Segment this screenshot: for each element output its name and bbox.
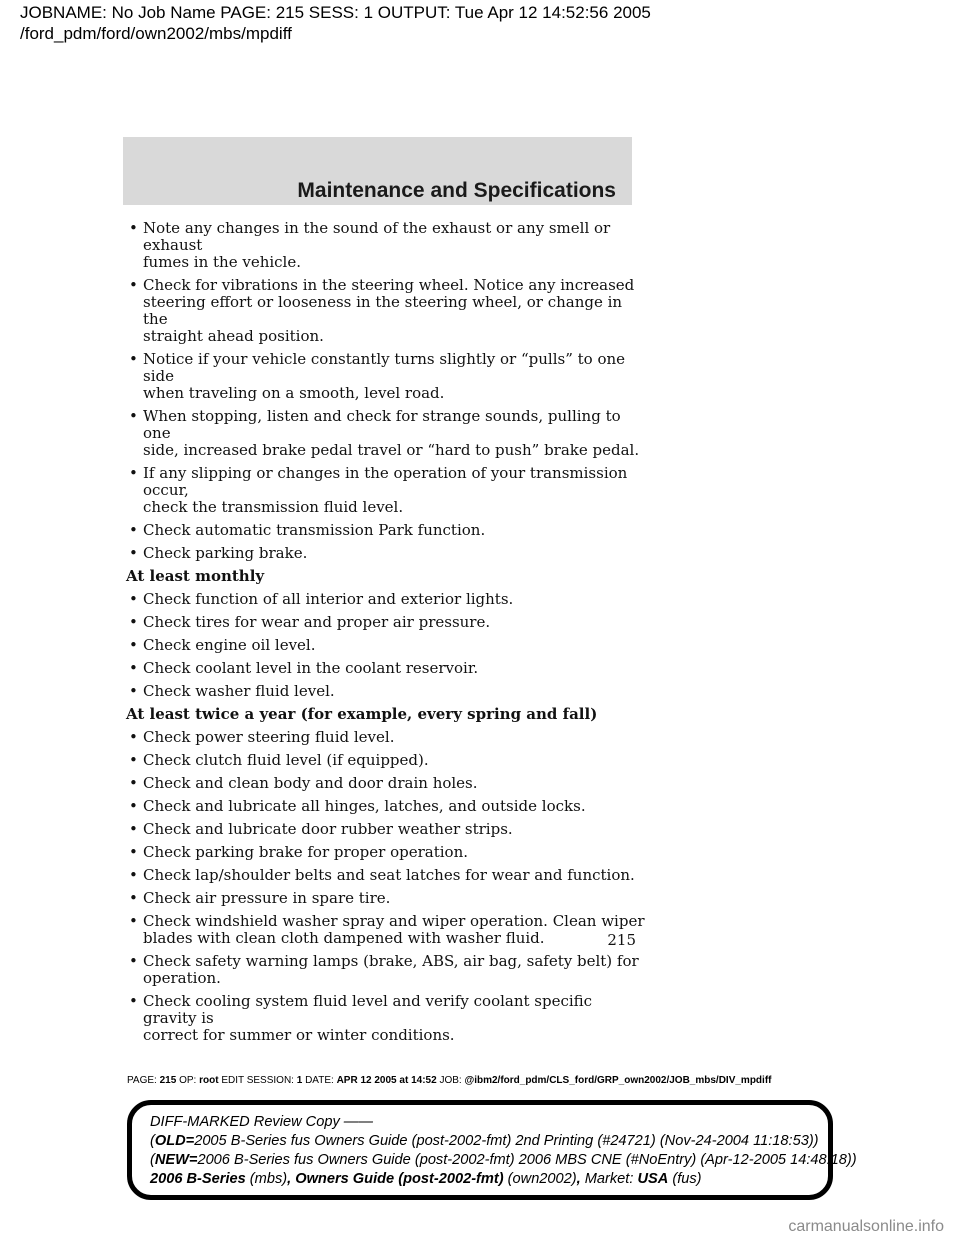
bullet-item xyxy=(126,351,646,402)
bullet-text: Notice if your vehicle constantly turns slightly or “pulls” to one side when traveling on a smooth, level road. xyxy=(143,350,626,402)
bullet-dot-icon: • xyxy=(129,590,138,608)
bullet-item xyxy=(126,545,646,562)
bullet-dot-icon: • xyxy=(129,912,138,930)
diff-old-line xyxy=(150,1132,828,1151)
footer-date-value: APR 12 2005 at 14:52 xyxy=(336,1075,437,1086)
diff-meta-line xyxy=(150,1170,828,1189)
bullet-dot-icon: • xyxy=(129,728,138,746)
diff-series-code: (mbs) xyxy=(245,1171,288,1187)
bullet-text: Check and lubricate door rubber weather strips. xyxy=(143,820,513,838)
bullet-item xyxy=(126,408,646,459)
bullet-text: Check windshield washer spray and wiper operation. Clean wiper blades with clean cloth dampened with washer fluid. xyxy=(143,912,645,947)
bullet-dot-icon: • xyxy=(129,992,138,1010)
footer-op-value: root xyxy=(199,1075,219,1086)
print-footer xyxy=(127,1075,771,1086)
bullet-item xyxy=(126,277,646,345)
diff-title: DIFF-MARKED Review Copy —— xyxy=(150,1114,373,1130)
diff-old-open: ( xyxy=(150,1133,155,1149)
bullet-text: Check washer fluid level. xyxy=(143,682,335,700)
bullet-dot-icon: • xyxy=(129,521,138,539)
bullet-item xyxy=(126,522,646,539)
bullet-text: Check tires for wear and proper air pressure. xyxy=(143,613,491,631)
bullet-item xyxy=(126,913,646,947)
diff-sep1: , xyxy=(287,1171,296,1187)
bullet-dot-icon: • xyxy=(129,636,138,654)
job-header-path: /ford_pdm/ford/own2002/mbs/mpdiff xyxy=(20,24,292,43)
bullet-text: Check air pressure in spare tire. xyxy=(143,889,391,907)
bullet-item xyxy=(126,798,646,815)
monthly-heading: At least monthly xyxy=(126,567,265,585)
footer-op-label: OP: xyxy=(179,1075,197,1086)
diff-market-label: Market: xyxy=(584,1171,638,1187)
bullet-item xyxy=(126,844,646,861)
bullet-item xyxy=(126,752,646,769)
diff-new-text: 2006 B-Series fus Owners Guide (post-2002-fmt) 2006 MBS CNE (#NoEntry) (Apr-12-2005 14:48:18)) xyxy=(197,1152,857,1168)
bullet-item xyxy=(126,775,646,792)
bullet-text: When stopping, listen and check for strange sounds, pulling to one side, increased brake pedal travel or “hard to push” brake pedal. xyxy=(143,407,640,459)
diff-series-name: 2006 B-Series xyxy=(150,1171,246,1187)
footer-page-label: PAGE: xyxy=(127,1075,157,1086)
footer-session-label: EDIT SESSION: xyxy=(221,1075,294,1086)
bullet-text: Check function of all interior and exterior lights. xyxy=(143,590,514,608)
bullet-dot-icon: • xyxy=(129,613,138,631)
diff-new-line xyxy=(150,1151,857,1170)
bullet-text: Check lap/shoulder belts and seat latches for wear and function. xyxy=(143,866,635,884)
bullet-text: Check cooling system fluid level and verify coolant specific gravity is correct for summer or winter conditions. xyxy=(143,992,593,1044)
bullet-item xyxy=(126,591,646,608)
bullet-text: Check engine oil level. xyxy=(143,636,316,654)
bullet-dot-icon: • xyxy=(129,682,138,700)
bullet-dot-icon: • xyxy=(129,659,138,677)
job-header xyxy=(20,2,651,44)
section-title: Maintenance and Specifications xyxy=(297,179,616,202)
bullet-dot-icon: • xyxy=(129,276,138,294)
bullet-dot-icon: • xyxy=(129,464,138,482)
bullet-dot-icon: • xyxy=(129,350,138,368)
bullet-text: Check for vibrations in the steering wheel. Notice any increased steering effort or looseness in the steering wheel, or change in the straight ahead position. xyxy=(143,276,635,345)
diff-new-open: ( xyxy=(150,1152,155,1168)
bullet-item xyxy=(126,953,646,987)
page-number: 215 xyxy=(607,931,636,949)
bullet-item xyxy=(126,729,646,746)
twice-yearly-heading: At least twice a year (for example, every spring and fall) xyxy=(126,705,598,723)
bullet-item xyxy=(126,683,646,700)
bullet-dot-icon: • xyxy=(129,952,138,970)
bullet-text: Check clutch fluid level (if equipped). xyxy=(143,751,429,769)
diff-old-text: 2005 B-Series fus Owners Guide (post-2002-fmt) 2nd Printing (#24721) (Nov-24-2004 11:18:53)) xyxy=(194,1133,819,1149)
bullet-item xyxy=(126,993,646,1044)
intro-list xyxy=(126,220,646,562)
bullet-dot-icon: • xyxy=(129,219,138,237)
bullet-item xyxy=(126,220,646,271)
job-header-line1: JOBNAME: No Job Name PAGE: 215 SESS: 1 OUTPUT: Tue Apr 12 14:52:56 2005 xyxy=(20,3,651,22)
bullet-text: If any slipping or changes in the operation of your transmission occur, check the transmission fluid level. xyxy=(143,464,628,516)
bullet-text: Check parking brake for proper operation. xyxy=(143,843,469,861)
page-content xyxy=(126,220,646,1050)
twice-yearly-list xyxy=(126,729,646,1044)
bullet-item xyxy=(126,821,646,838)
bullet-text: Check safety warning lamps (brake, ABS, air bag, safety belt) for operation. xyxy=(143,952,639,987)
footer-job-label: JOB: xyxy=(439,1075,462,1086)
bullet-item xyxy=(126,465,646,516)
bullet-dot-icon: • xyxy=(129,544,138,562)
footer-session-value: 1 xyxy=(296,1075,303,1086)
bullet-dot-icon: • xyxy=(129,407,138,425)
bullet-item xyxy=(126,637,646,654)
bullet-item xyxy=(126,614,646,631)
section-banner xyxy=(123,137,632,205)
diff-review-box xyxy=(127,1100,857,1200)
bullet-text: Check power steering fluid level. xyxy=(143,728,395,746)
bullet-text: Check automatic transmission Park function. xyxy=(143,521,486,539)
site-watermark: carmanualsonline.info xyxy=(788,1218,944,1235)
bullet-text: Check and lubricate all hinges, latches, and outside locks. xyxy=(143,797,586,815)
bullet-item xyxy=(126,890,646,907)
bullet-item xyxy=(126,660,646,677)
bullet-dot-icon: • xyxy=(129,866,138,884)
diff-sep2: , xyxy=(576,1171,585,1187)
bullet-text: Note any changes in the sound of the exhaust or any smell or exhaust fumes in the vehicle. xyxy=(143,219,611,271)
bullet-dot-icon: • xyxy=(129,889,138,907)
diff-guide-name: Owners Guide (post-2002-fmt) xyxy=(295,1171,504,1187)
bullet-text: Check coolant level in the coolant reservoir. xyxy=(143,659,479,677)
bullet-dot-icon: • xyxy=(129,820,138,838)
diff-market-value: USA xyxy=(637,1171,669,1187)
bullet-dot-icon: • xyxy=(129,797,138,815)
diff-old-label: OLD= xyxy=(154,1133,195,1149)
bullet-text: Check parking brake. xyxy=(143,544,308,562)
bullet-dot-icon: • xyxy=(129,774,138,792)
bullet-dot-icon: • xyxy=(129,843,138,861)
footer-date-label: DATE: xyxy=(305,1075,334,1086)
bullet-text: Check and clean body and door drain holes. xyxy=(143,774,478,792)
footer-page-value: 215 xyxy=(159,1075,177,1086)
diff-market-code: (fus) xyxy=(668,1171,702,1187)
footer-job-value: @ibm2/ford_pdm/CLS_ford/GRP_own2002/JOB_mbs/DIV_mpdiff xyxy=(464,1075,772,1086)
bullet-dot-icon: • xyxy=(129,751,138,769)
bullet-item xyxy=(126,867,646,884)
monthly-list xyxy=(126,591,646,700)
diff-new-label: NEW= xyxy=(154,1152,198,1168)
diff-guide-code: (own2002) xyxy=(503,1171,577,1187)
